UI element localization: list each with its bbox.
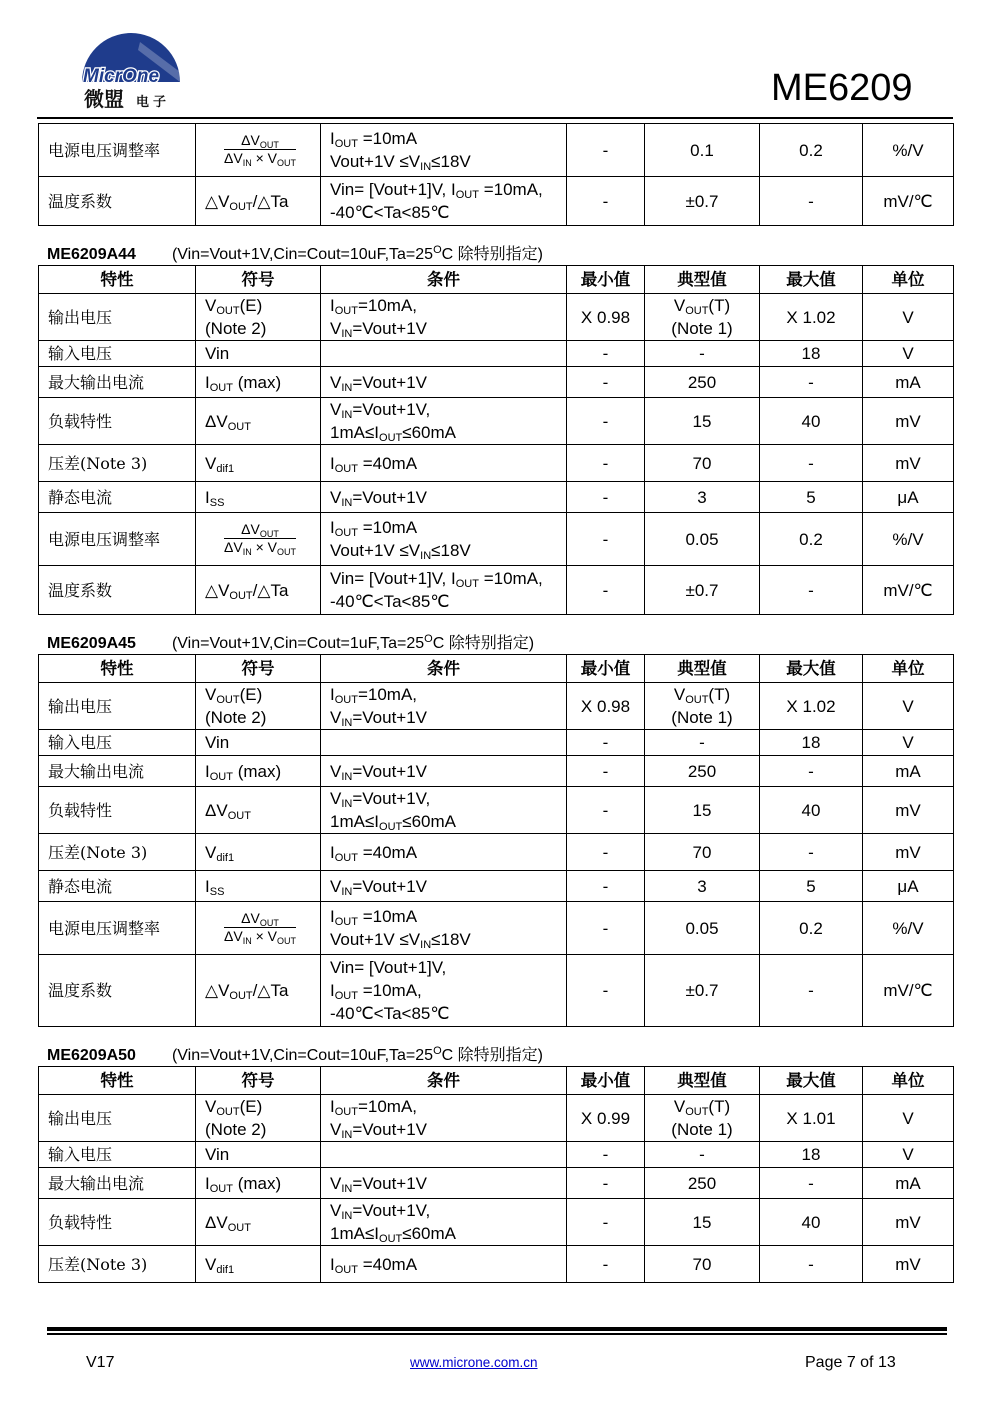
condition-cell bbox=[321, 1142, 567, 1168]
typ-value: $V_{OUT}(T)$ (Note 1) bbox=[645, 294, 760, 341]
typ-value: ±0.7 bbox=[645, 566, 760, 615]
condition-cell: Vin= [Vout+1]V, $I_{OUT} =10mA$, -40℃<Ta<85℃ bbox=[321, 177, 567, 226]
table-row bbox=[39, 955, 954, 1027]
typ-value: 3 bbox=[645, 482, 760, 513]
condition-cell: $I_{OUT} =10mA$ Vout+1V $\le V_{IN}\le 18V$ bbox=[321, 902, 567, 955]
max-value: 18 bbox=[760, 1142, 863, 1168]
typ-value: ±0.7 bbox=[645, 955, 760, 1027]
max-value: 5 bbox=[760, 482, 863, 513]
table-row bbox=[39, 513, 954, 566]
max-value: - bbox=[760, 1246, 863, 1283]
param-name: 输出电压 bbox=[39, 1095, 196, 1142]
condition-cell: Vin= [Vout+1]V, $I_{OUT} =10mA$, -40℃<Ta<85℃ bbox=[321, 566, 567, 615]
min-value: - bbox=[567, 871, 645, 902]
min-value: - bbox=[567, 1199, 645, 1246]
section-conditions: ($Vin=Vout+1V,Cin=Cout=10uF,Ta=25^OC$ 除特别指定) bbox=[171, 1045, 543, 1064]
typ-value: 0.1 bbox=[645, 124, 760, 177]
max-value: X 1.02 bbox=[760, 294, 863, 341]
section-title bbox=[47, 241, 543, 264]
max-value: X 1.01 bbox=[760, 1095, 863, 1142]
max-value: - bbox=[760, 367, 863, 398]
param-name: 输入电压 bbox=[39, 341, 196, 367]
min-value: - bbox=[567, 730, 645, 756]
typ-value: $V_{OUT}(T)$ (Note 1) bbox=[645, 683, 760, 730]
symbol-cell bbox=[196, 902, 321, 955]
table-header-row bbox=[39, 1067, 954, 1095]
table-row bbox=[39, 787, 954, 834]
unit-value: mV/℃ bbox=[863, 566, 954, 615]
table-row bbox=[39, 367, 954, 398]
max-value: 40 bbox=[760, 398, 863, 445]
typ-value: 250 bbox=[645, 367, 760, 398]
unit-value: %/V bbox=[863, 124, 954, 177]
spec-table-continued bbox=[38, 123, 954, 226]
symbol-cell bbox=[196, 124, 321, 177]
max-value: - bbox=[760, 1168, 863, 1199]
table-row bbox=[39, 124, 954, 177]
symbol-cell: $\triangle V_{OUT}/\triangle Ta$ bbox=[196, 177, 321, 226]
symbol-cell: $V_{OUT}(E)$ (Note 2) bbox=[196, 683, 321, 730]
typ-value: 70 bbox=[645, 1246, 760, 1283]
min-value: - bbox=[567, 513, 645, 566]
unit-value: V bbox=[863, 730, 954, 756]
param-name: 静态电流 bbox=[39, 482, 196, 513]
condition-cell: $I_{OUT}=10mA$, $V_{IN}=Vout+1V$ bbox=[321, 1095, 567, 1142]
typ-value: 3 bbox=[645, 871, 760, 902]
symbol-cell: Vin bbox=[196, 341, 321, 367]
table-row bbox=[39, 1142, 954, 1168]
typ-value: - bbox=[645, 1142, 760, 1168]
unit-value: mA bbox=[863, 756, 954, 787]
table-row bbox=[39, 834, 954, 871]
symbol-cell: $V_{dif1}$ bbox=[196, 1246, 321, 1283]
symbol-cell: $V_{dif1}$ bbox=[196, 445, 321, 482]
company-logo bbox=[80, 20, 182, 110]
spec-table bbox=[38, 1066, 954, 1283]
condition-cell: $I_{OUT} =10mA$ Vout+1V $\le V_{IN}\le 18V$ bbox=[321, 513, 567, 566]
table-row bbox=[39, 341, 954, 367]
param-name: 最大输出电流 bbox=[39, 756, 196, 787]
max-value: 5 bbox=[760, 871, 863, 902]
typ-value: 15 bbox=[645, 1199, 760, 1246]
header-symbol: 符号 bbox=[196, 266, 321, 294]
min-value: - bbox=[567, 445, 645, 482]
typ-value: - bbox=[645, 730, 760, 756]
param-name: 输入电压 bbox=[39, 730, 196, 756]
section-model: ME6209A50 bbox=[47, 1047, 136, 1064]
header-unit: 单位 bbox=[863, 655, 954, 683]
logo-text-cn-small: 电子 bbox=[136, 95, 171, 110]
param-name: 输入电压 bbox=[39, 1142, 196, 1168]
footer-rule-thin bbox=[47, 1333, 947, 1335]
min-value: - bbox=[567, 1246, 645, 1283]
max-value: - bbox=[760, 566, 863, 615]
unit-value: %/V bbox=[863, 902, 954, 955]
symbol-cell: Vin bbox=[196, 730, 321, 756]
header-symbol: 符号 bbox=[196, 1067, 321, 1095]
condition-cell: Vin= [Vout+1]V, $I_{OUT} =10mA$, -40℃<Ta<85℃ bbox=[321, 955, 567, 1027]
condition-cell: $I_{OUT}=10mA$, $V_{IN}=Vout+1V$ bbox=[321, 683, 567, 730]
typ-value: - bbox=[645, 341, 760, 367]
typ-value: $V_{OUT}(T)$ (Note 1) bbox=[645, 1095, 760, 1142]
section-title bbox=[47, 630, 534, 653]
unit-value: V bbox=[863, 341, 954, 367]
min-value: X 0.98 bbox=[567, 683, 645, 730]
param-name: 温度系数 bbox=[39, 955, 196, 1027]
min-value: - bbox=[567, 955, 645, 1027]
table-row bbox=[39, 1199, 954, 1246]
header-symbol: 符号 bbox=[196, 655, 321, 683]
table-row bbox=[39, 871, 954, 902]
header-min: 最小值 bbox=[567, 1067, 645, 1095]
unit-value: mV bbox=[863, 1246, 954, 1283]
header-min: 最小值 bbox=[567, 266, 645, 294]
typ-value: ±0.7 bbox=[645, 177, 760, 226]
param-name: 压差(Note 3) bbox=[39, 834, 196, 871]
table-row bbox=[39, 398, 954, 445]
condition-cell bbox=[321, 730, 567, 756]
symbol-cell: $I_{OUT}$ (max) bbox=[196, 756, 321, 787]
model-number: ME6209 bbox=[771, 67, 913, 109]
section-conditions: ($Vin=Vout+1V,Cin=Cout=10uF,Ta=25^OC$ 除特别指定) bbox=[171, 244, 543, 263]
header-unit: 单位 bbox=[863, 266, 954, 294]
condition-cell: $I_{OUT} =10mA$ Vout+1V $\le V_{IN}\le 18V$ bbox=[321, 124, 567, 177]
unit-value: mV bbox=[863, 398, 954, 445]
header-typ: 典型值 bbox=[645, 266, 760, 294]
footer-rule bbox=[47, 1327, 947, 1331]
unit-value: mA bbox=[863, 367, 954, 398]
unit-value: mV/℃ bbox=[863, 177, 954, 226]
table-row bbox=[39, 482, 954, 513]
max-value: 40 bbox=[760, 1199, 863, 1246]
unit-value: V bbox=[863, 683, 954, 730]
unit-value: V bbox=[863, 1095, 954, 1142]
symbol-cell: $I_{SS}$ bbox=[196, 482, 321, 513]
header-condition: 条件 bbox=[321, 266, 567, 294]
table-row bbox=[39, 756, 954, 787]
typ-value: 0.05 bbox=[645, 902, 760, 955]
max-value: X 1.02 bbox=[760, 683, 863, 730]
min-value: - bbox=[567, 367, 645, 398]
min-value: - bbox=[567, 1142, 645, 1168]
symbol-cell: $\Delta V_{OUT}$ bbox=[196, 398, 321, 445]
logo-text-en: MicrOne bbox=[83, 66, 160, 87]
table-row bbox=[39, 1095, 954, 1142]
min-value: - bbox=[567, 482, 645, 513]
symbol-cell: $\Delta V_{OUT}$ bbox=[196, 1199, 321, 1246]
min-value: - bbox=[567, 756, 645, 787]
param-name: 压差(Note 3) bbox=[39, 1246, 196, 1283]
condition-cell: $V_{IN}=Vout+1V$ bbox=[321, 871, 567, 902]
typ-value: 15 bbox=[645, 787, 760, 834]
min-value: X 0.98 bbox=[567, 294, 645, 341]
param-name: 静态电流 bbox=[39, 871, 196, 902]
header-rule bbox=[37, 117, 953, 119]
condition-cell: $I_{OUT}=10mA$, $V_{IN}=Vout+1V$ bbox=[321, 294, 567, 341]
symbol-cell: $I_{SS}$ bbox=[196, 871, 321, 902]
section-conditions: ($Vin=Vout+1V,Cin=Cout=1uF,Ta=25^OC$ 除特别指定) bbox=[171, 633, 535, 652]
unit-value: mV bbox=[863, 1199, 954, 1246]
section-model: ME6209A45 bbox=[47, 635, 136, 652]
min-value: - bbox=[567, 834, 645, 871]
header-typ: 典型值 bbox=[645, 1067, 760, 1095]
param-name: 电源电压调整率 bbox=[39, 124, 196, 177]
param-name: 最大输出电流 bbox=[39, 1168, 196, 1199]
website-link-wrap bbox=[410, 1354, 538, 1372]
header-condition: 条件 bbox=[321, 655, 567, 683]
unit-value: mV/℃ bbox=[863, 955, 954, 1027]
header-min: 最小值 bbox=[567, 655, 645, 683]
min-value: - bbox=[567, 1168, 645, 1199]
unit-value: V bbox=[863, 294, 954, 341]
symbol-cell: $\triangle V_{OUT}/\triangle Ta$ bbox=[196, 955, 321, 1027]
max-value: 18 bbox=[760, 341, 863, 367]
condition-cell: $V_{IN}=Vout+1V$, $1mA\le I_{OUT}\le 60mA$ bbox=[321, 398, 567, 445]
table-row bbox=[39, 1168, 954, 1199]
unit-value: V bbox=[863, 1142, 954, 1168]
line-regulation-fraction: $\frac{\Delta V_{OUT}}{\Delta V_{IN} \times V_{OUT}}$ bbox=[223, 131, 296, 168]
website-link[interactable]: www.microne.com.cn bbox=[410, 1355, 538, 1370]
condition-cell bbox=[321, 341, 567, 367]
condition-cell: $V_{IN}=Vout+1V$ bbox=[321, 756, 567, 787]
header-max: 最大值 bbox=[760, 655, 863, 683]
typ-value: 70 bbox=[645, 445, 760, 482]
typ-value: 250 bbox=[645, 756, 760, 787]
max-value: - bbox=[760, 834, 863, 871]
section-title bbox=[47, 1042, 543, 1065]
param-name: 输出电压 bbox=[39, 294, 196, 341]
typ-value: 250 bbox=[645, 1168, 760, 1199]
table-row bbox=[39, 177, 954, 226]
unit-value: mV bbox=[863, 445, 954, 482]
min-value: - bbox=[567, 566, 645, 615]
max-value: - bbox=[760, 177, 863, 226]
min-value: - bbox=[567, 902, 645, 955]
spec-table bbox=[38, 654, 954, 1027]
header-param: 特性 bbox=[39, 1067, 196, 1095]
unit-value: μA bbox=[863, 871, 954, 902]
param-name: 最大输出电流 bbox=[39, 367, 196, 398]
min-value: - bbox=[567, 787, 645, 834]
line-regulation-fraction: $\frac{\Delta V_{OUT}}{\Delta V_{IN} \times V_{OUT}}$ bbox=[223, 909, 296, 946]
condition-cell: $V_{IN}=Vout+1V$ bbox=[321, 367, 567, 398]
unit-value: mA bbox=[863, 1168, 954, 1199]
table-row bbox=[39, 445, 954, 482]
param-name: 温度系数 bbox=[39, 177, 196, 226]
table-row bbox=[39, 683, 954, 730]
max-value: 0.2 bbox=[760, 902, 863, 955]
max-value: - bbox=[760, 756, 863, 787]
version-label: V17 bbox=[86, 1354, 115, 1371]
logo-text-cn: 微盟 bbox=[84, 87, 124, 110]
line-regulation-fraction: $\frac{\Delta V_{OUT}}{\Delta V_{IN} \times V_{OUT}}$ bbox=[223, 520, 296, 557]
typ-value: 70 bbox=[645, 834, 760, 871]
header-unit: 单位 bbox=[863, 1067, 954, 1095]
min-value: X 0.99 bbox=[567, 1095, 645, 1142]
condition-cell: $V_{IN}=Vout+1V$, $1mA\le I_{OUT}\le 60mA$ bbox=[321, 787, 567, 834]
max-value: - bbox=[760, 445, 863, 482]
table-row bbox=[39, 730, 954, 756]
symbol-cell: $\Delta V_{OUT}$ bbox=[196, 787, 321, 834]
condition-cell: $V_{IN}=Vout+1V$, $1mA\le I_{OUT}\le 60mA$ bbox=[321, 1199, 567, 1246]
symbol-cell: $I_{OUT}$ (max) bbox=[196, 367, 321, 398]
header-typ: 典型值 bbox=[645, 655, 760, 683]
table-row bbox=[39, 1246, 954, 1283]
symbol-cell: $V_{OUT}(E)$ (Note 2) bbox=[196, 1095, 321, 1142]
header-param: 特性 bbox=[39, 655, 196, 683]
header-max: 最大值 bbox=[760, 1067, 863, 1095]
param-name: 输出电压 bbox=[39, 683, 196, 730]
symbol-cell: Vin bbox=[196, 1142, 321, 1168]
spec-table bbox=[38, 265, 954, 615]
max-value: 40 bbox=[760, 787, 863, 834]
table-row bbox=[39, 294, 954, 341]
param-name: 压差(Note 3) bbox=[39, 445, 196, 482]
typ-value: 15 bbox=[645, 398, 760, 445]
condition-cell: $I_{OUT} =40mA$ bbox=[321, 445, 567, 482]
header-condition: 条件 bbox=[321, 1067, 567, 1095]
condition-cell: $I_{OUT} =40mA$ bbox=[321, 1246, 567, 1283]
symbol-cell: $I_{OUT}$ (max) bbox=[196, 1168, 321, 1199]
min-value: - bbox=[567, 124, 645, 177]
condition-cell: $V_{IN}=Vout+1V$ bbox=[321, 482, 567, 513]
unit-value: mV bbox=[863, 787, 954, 834]
header-max: 最大值 bbox=[760, 266, 863, 294]
condition-cell: $V_{IN}=Vout+1V$ bbox=[321, 1168, 567, 1199]
page-number: Page 7 of 13 bbox=[805, 1354, 896, 1371]
min-value: - bbox=[567, 398, 645, 445]
typ-value: 0.05 bbox=[645, 513, 760, 566]
param-name: 负载特性 bbox=[39, 1199, 196, 1246]
min-value: - bbox=[567, 341, 645, 367]
condition-cell: $I_{OUT} =40mA$ bbox=[321, 834, 567, 871]
unit-value: %/V bbox=[863, 513, 954, 566]
max-value: 0.2 bbox=[760, 513, 863, 566]
param-name: 电源电压调整率 bbox=[39, 902, 196, 955]
unit-value: mV bbox=[863, 834, 954, 871]
symbol-cell: $V_{dif1}$ bbox=[196, 834, 321, 871]
table-header-row bbox=[39, 655, 954, 683]
param-name: 电源电压调整率 bbox=[39, 513, 196, 566]
symbol-cell bbox=[196, 513, 321, 566]
header-param: 特性 bbox=[39, 266, 196, 294]
symbol-cell: $\triangle V_{OUT}/\triangle Ta$ bbox=[196, 566, 321, 615]
param-name: 负载特性 bbox=[39, 787, 196, 834]
max-value: 0.2 bbox=[760, 124, 863, 177]
unit-value: μA bbox=[863, 482, 954, 513]
section-model: ME6209A44 bbox=[47, 246, 136, 263]
param-name: 温度系数 bbox=[39, 566, 196, 615]
table-row bbox=[39, 566, 954, 615]
param-name: 负载特性 bbox=[39, 398, 196, 445]
table-row bbox=[39, 902, 954, 955]
table-header-row bbox=[39, 266, 954, 294]
symbol-cell: $V_{OUT}(E)$ (Note 2) bbox=[196, 294, 321, 341]
max-value: 18 bbox=[760, 730, 863, 756]
min-value: - bbox=[567, 177, 645, 226]
max-value: - bbox=[760, 955, 863, 1027]
